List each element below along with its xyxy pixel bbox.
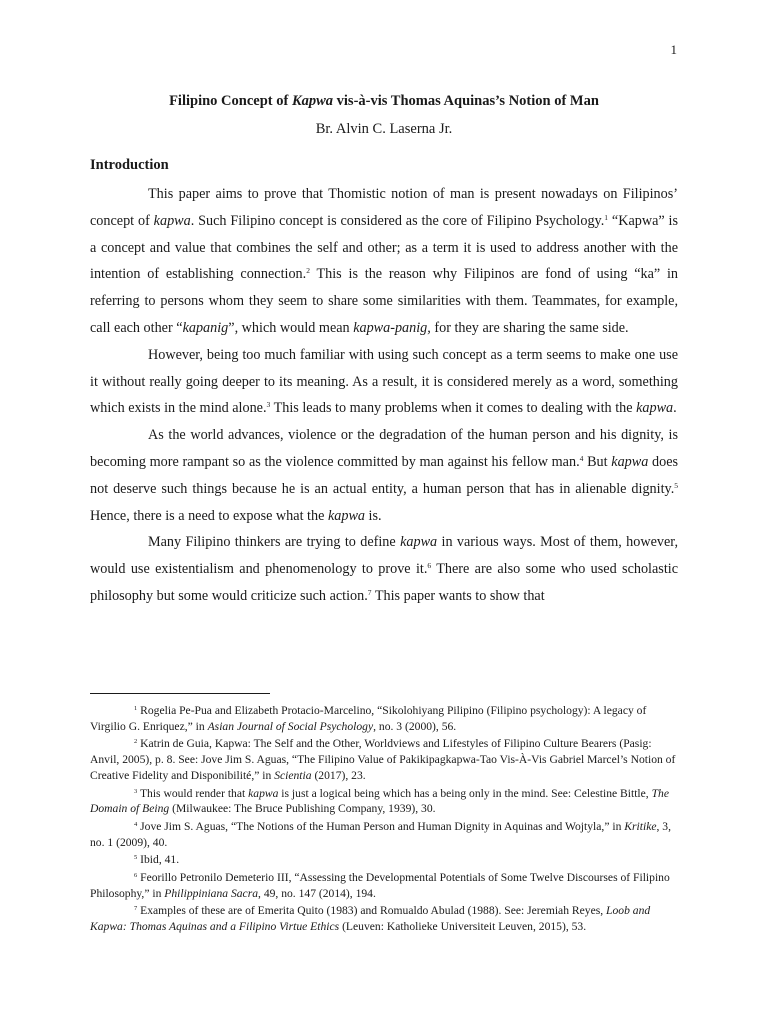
footnote-ref: 4 [579,453,584,463]
footnote [90,786,680,817]
footnote [90,703,680,734]
footnote [90,736,680,783]
footnote-ref: 5 [134,854,138,862]
text-run: ”, which would mean [228,319,354,336]
text-run: This leads to many problems when it comes to dealing with the [270,400,637,417]
footnote-ref: 7 [134,905,138,913]
italic-text: kapwa [636,400,674,417]
text-run: This is the reason why Filipinos are fond of using “ka” in referring to persons whom they seem to share some similarities with them. Teammates, for example, call each other “ [90,266,679,336]
author-line: Br. Alvin C. Laserna Jr. [315,121,453,137]
italic-text: kapwa [327,507,365,524]
italic-text: The Domain of Being [90,786,669,816]
text-run: in various ways. Most of them, however, would use existentialism and phenomenology to prove it. [90,534,678,578]
paragraph [90,529,678,609]
text-run: . Such Filipino concept is considered as the core of Filipino Psychology. [190,212,605,229]
text-run: , 3, no. 1 (2009), 40. [90,819,671,849]
text-run: is. [365,507,382,524]
italic-text: Scientia [274,768,312,782]
italic-text: Loob and Kapwa: Thomas Aquinas and a Filipino Virtue Ethics [90,904,651,934]
text-run: However, being too much familiar with using such concept as a term seems to make one use it without really going deeper to its meaning. As a result, it is considered merely as a word, something which exists in the mind alone. [90,346,678,417]
italic-text: kapwa [611,453,649,470]
footnote-ref: 2 [134,738,138,746]
text-run: is just a logical being which has a being only in the mind. See: Celestine Bittle, [278,786,652,800]
footnote-ref: 6 [427,561,432,571]
text-run: As the world advances, violence or the degradation of the human person and his dignity, is becoming more rampant so as the violence committed by man against his fellow man. [90,427,678,470]
text-run: (Milwaukee: The Bruce Publishing Company, 1939), 30. [169,802,436,816]
footnote [90,852,680,868]
footnote [90,819,680,850]
section-heading: Introduction [90,157,169,173]
title-text-end: vis-à-vis Thomas Aquinas’s Notion of Man [333,93,599,109]
text-run: Jove Jim S. Aguas, “The Notions of the Human Person and Human Dignity in Aquinas and Wojtyla,” in [137,819,625,833]
text-run: . [673,400,677,417]
text-run: Ibid, 41. [137,853,180,867]
text-run: Feorillo Petronilo Demeterio III, “Assessing the Developmental Potentials of Some Twelve Discourses of Filipino Philosophy,” in [90,871,670,900]
italic-text: Kritike [624,819,657,833]
italic-text: kapwa [153,212,191,229]
italic-text: kapanig [182,319,229,336]
text-run: This would render that [137,786,249,800]
footnote-separator [90,693,270,694]
paragraph [90,342,678,422]
footnote-ref: 3 [134,787,138,795]
footnote-ref: 5 [674,480,678,490]
text-run: , no. 3 (2000), 56. [373,719,457,733]
text-run: does not deserve such things because he is an actual entity, a human person that has in alienable dignity. [90,453,679,497]
footnote-ref: 7 [367,587,372,597]
title-text-start: Filipino Concept of [169,93,292,109]
paragraph [90,181,678,342]
footnote-ref: 4 [134,820,138,828]
italic-text: kapwa-panig, [353,319,431,336]
text-run: This paper wants to show that [371,587,545,604]
italic-text: Asian Journal of Social Psychology [207,719,374,733]
text-run: , 49, no. 147 (2014), 194. [258,886,376,900]
paper-title [90,93,678,110]
body-text [90,181,678,610]
text-run: Many Filipino thinkers are trying to define [148,534,401,551]
text-run: “Kapwa” is a concept and value that combines the self and other; as a term it is used to address another with the intention of establishing connection. [90,212,678,283]
text-run: (2017), 23. [311,768,366,782]
text-run: Hence, there is a need to expose what the [90,507,328,524]
footnote-ref: 2 [306,266,310,276]
footnote [90,903,680,934]
italic-text: kapwa [400,534,438,551]
title-text-kapwa: Kapwa [291,93,334,109]
text-run: This paper aims to prove that Thomistic notion of man is present nowadays on Filipinos’ concept of [90,186,678,229]
text-run: for they are sharing the same side. [430,319,629,336]
italic-text: Philippiniana Sacra [164,886,259,900]
text-run: Examples of these are of Emerita Quito (1983) and Romualdo Abulad (1988). See: Jeremiah Reyes, [137,904,607,918]
footnote-ref: 3 [266,400,271,410]
text-run: But [583,453,612,470]
text-run: Katrin de Guia, Kapwa: The Self and the Other, Worldviews and Lifestyles of Filipino Culture Bearers (Pasig: Anvil, 2005), p. 8. See: Jove Jim S. Aguas, “The Filipino Value of Pakikipagkapwa-Tao Vis-À-Vis Gabriel Marcel’s Notion of Creative Fidelity and Disponibilité,” in [90,737,676,782]
italic-text: kapwa [248,786,279,800]
text-run: Rogelia Pe-Pua and Elizabeth Protacio-Marcelino, “Sikolohiyang Pilipino (Filipino psychology): A legacy of Virgilio G. Enriquez,” in [90,704,647,733]
text-run: There are also some who used scholastic philosophy but some would criticize such action. [90,561,678,604]
footnote [90,870,680,901]
page-number: 1 [670,42,677,57]
footnotes [90,703,680,937]
footnote-ref: 1 [134,705,138,712]
footnote-ref: 6 [134,872,138,880]
text-run: (Leuven: Katholieke Universiteit Leuven, 2015), 53. [339,920,587,934]
paragraph [90,422,678,529]
footnote-ref: 1 [604,212,609,222]
